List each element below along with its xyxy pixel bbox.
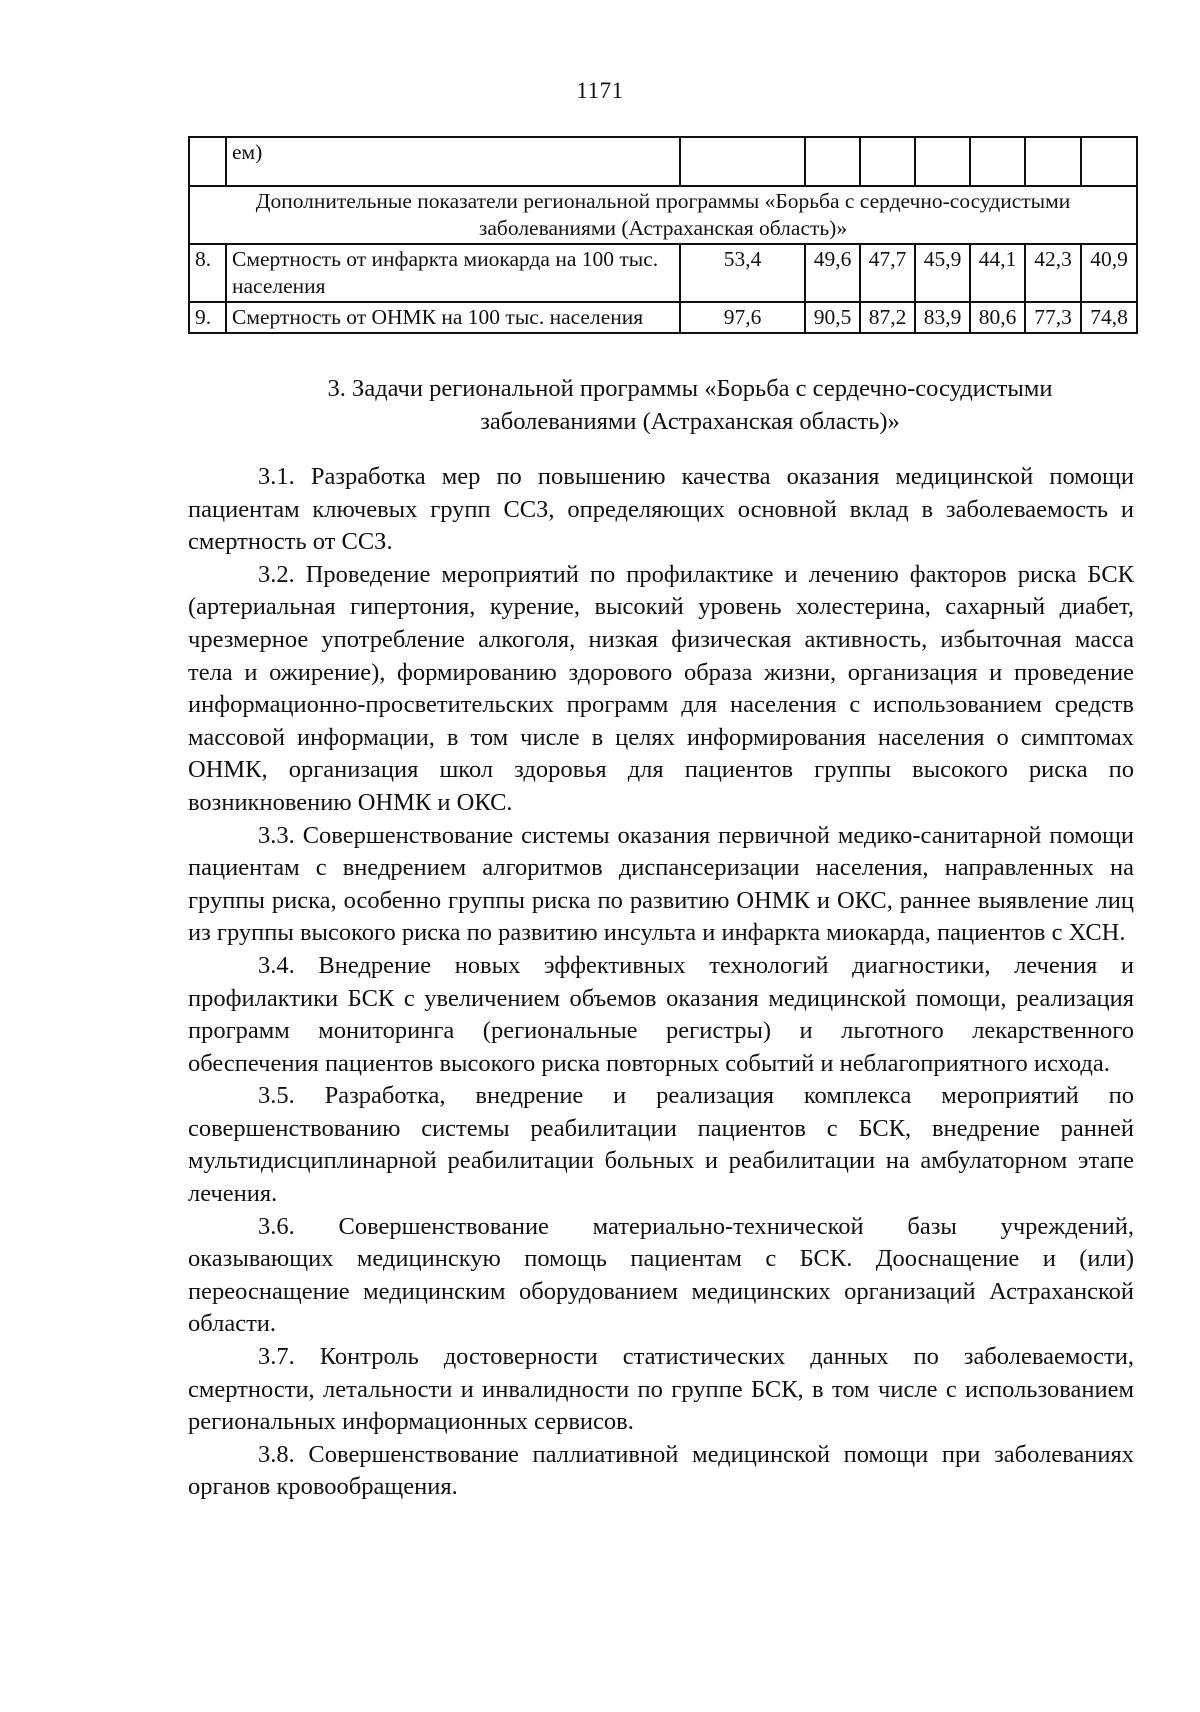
table-cell-value — [860, 137, 915, 186]
indicators-table — [188, 136, 1138, 334]
table-cell-value — [1081, 137, 1137, 186]
paragraph-3-8: 3.8. Совершенствование паллиативной медицинской помощи при заболеваниях органов кровообращения. — [188, 1440, 1134, 1501]
paragraph-3-5: 3.5. Разработка, внедрение и реализация комплекса мероприятий по совершенствованию системы реабилитации пациентов с БСК, внедрение ранней мультидисциплинарной реабилитации больных и реабилитации на амбулаторном этапе лечения. — [188, 1082, 1134, 1208]
body-text — [188, 461, 1134, 1504]
table-cell-value — [805, 137, 860, 186]
table-cell-value: 44,1 — [970, 244, 1025, 302]
section-title: 3. Задачи региональной программы «Борьба с сердечно-сосудистыми заболеваниями (Астраханская область)» — [327, 375, 1053, 435]
table-cell-value: 49,6 — [805, 244, 860, 302]
table-cell-value — [915, 137, 970, 186]
table-cell-value — [1025, 137, 1081, 186]
table-row-continued — [189, 137, 1137, 186]
table-cell-value: 42,3 — [1025, 244, 1081, 302]
table-cell-value: 83,9 — [915, 302, 970, 333]
table-row — [189, 302, 1137, 333]
paragraph-3-3: 3.3. Совершенствование системы оказания первичной медико-санитарной помощи пациентам с внедрением алгоритмов диспансеризации населения, направленных на группы риска, особенно группы риска по развитию ОНМК и ОКС, раннее выявление лиц из группы высокого риска по развитию инсульта и инфаркта миокарда, пациентов с ХСН. — [188, 821, 1134, 947]
table-cell-value: 87,2 — [860, 302, 915, 333]
table-cell-num: 8. — [189, 244, 226, 302]
table-cell-value: 77,3 — [1025, 302, 1081, 333]
table-cell-num — [189, 137, 226, 186]
table-cell-value: 74,8 — [1081, 302, 1137, 333]
table-cell-value: 90,5 — [805, 302, 860, 333]
table-cell-base: 97,6 — [680, 302, 805, 333]
paragraph-3-7: 3.7. Контроль достоверности статистических данных по заболеваемости, смертности, летальности и инвалидности по группе БСК, в том числе с использованием региональных информационных сервисов. — [188, 1343, 1134, 1436]
table-cell-name: Смертность от инфаркта миокарда на 100 тыс. населения — [226, 244, 680, 302]
table-cell-value: 80,6 — [970, 302, 1025, 333]
table-cell-value: 40,9 — [1081, 244, 1137, 302]
table-cell-name: ем) — [226, 137, 680, 186]
page-number: 1171 — [576, 78, 624, 103]
table-section-header-row — [189, 186, 1137, 244]
table-cell-base — [680, 137, 805, 186]
paragraph-3-4: 3.4. Внедрение новых эффективных технологий диагностики, лечения и профилактики БСК с увеличением объемов оказания медицинской помощи, реализация программ мониторинга (региональные регистры) и льготного лекарственного обеспечения пациентов высокого риска повторных событий и неблагоприятного исхода. — [188, 951, 1134, 1077]
paragraph-3-6: 3.6. Совершенствование материально-технической базы учреждений, оказывающих медицинскую помощь пациентам с БСК. Дооснащение и (или) переоснащение медицинским оборудованием медицинских организаций Астраханской области. — [188, 1212, 1134, 1338]
table-cell-base: 53,4 — [680, 244, 805, 302]
table-cell-value: 45,9 — [915, 244, 970, 302]
paragraph-3-1: 3.1. Разработка мер по повышению качества оказания медицинской помощи пациентам ключевых групп ССЗ, определяющих основной вклад в заболеваемость и смертность от ССЗ. — [188, 463, 1134, 556]
table-cell-value: 47,7 — [860, 244, 915, 302]
table-row — [189, 244, 1137, 302]
table-cell-num: 9. — [189, 302, 226, 333]
table-cell-value — [970, 137, 1025, 186]
table-section-header: Дополнительные показатели региональной программы «Борьба с сердечно-сосудистыми заболеваниями (Астраханская область)» — [189, 186, 1137, 244]
table-cell-name: Смертность от ОНМК на 100 тыс. населения — [226, 302, 680, 333]
paragraph-3-2: 3.2. Проведение мероприятий по профилактике и лечению факторов риска БСК (артериальная гипертония, курение, высокий уровень холестерина, сахарный диабет, чрезмерное употребление алкоголя, низкая физическая активность, избыточная масса тела и ожирение), формированию здорового образа жизни, организация и проведение информационно-просветительских программ для населения с использованием средств массовой информации, в том числе в целях информирования населения о симптомах ОНМК, организация школ здоровья для пациентов группы высокого риска по возникновению ОНМК и ОКС. — [188, 560, 1134, 816]
